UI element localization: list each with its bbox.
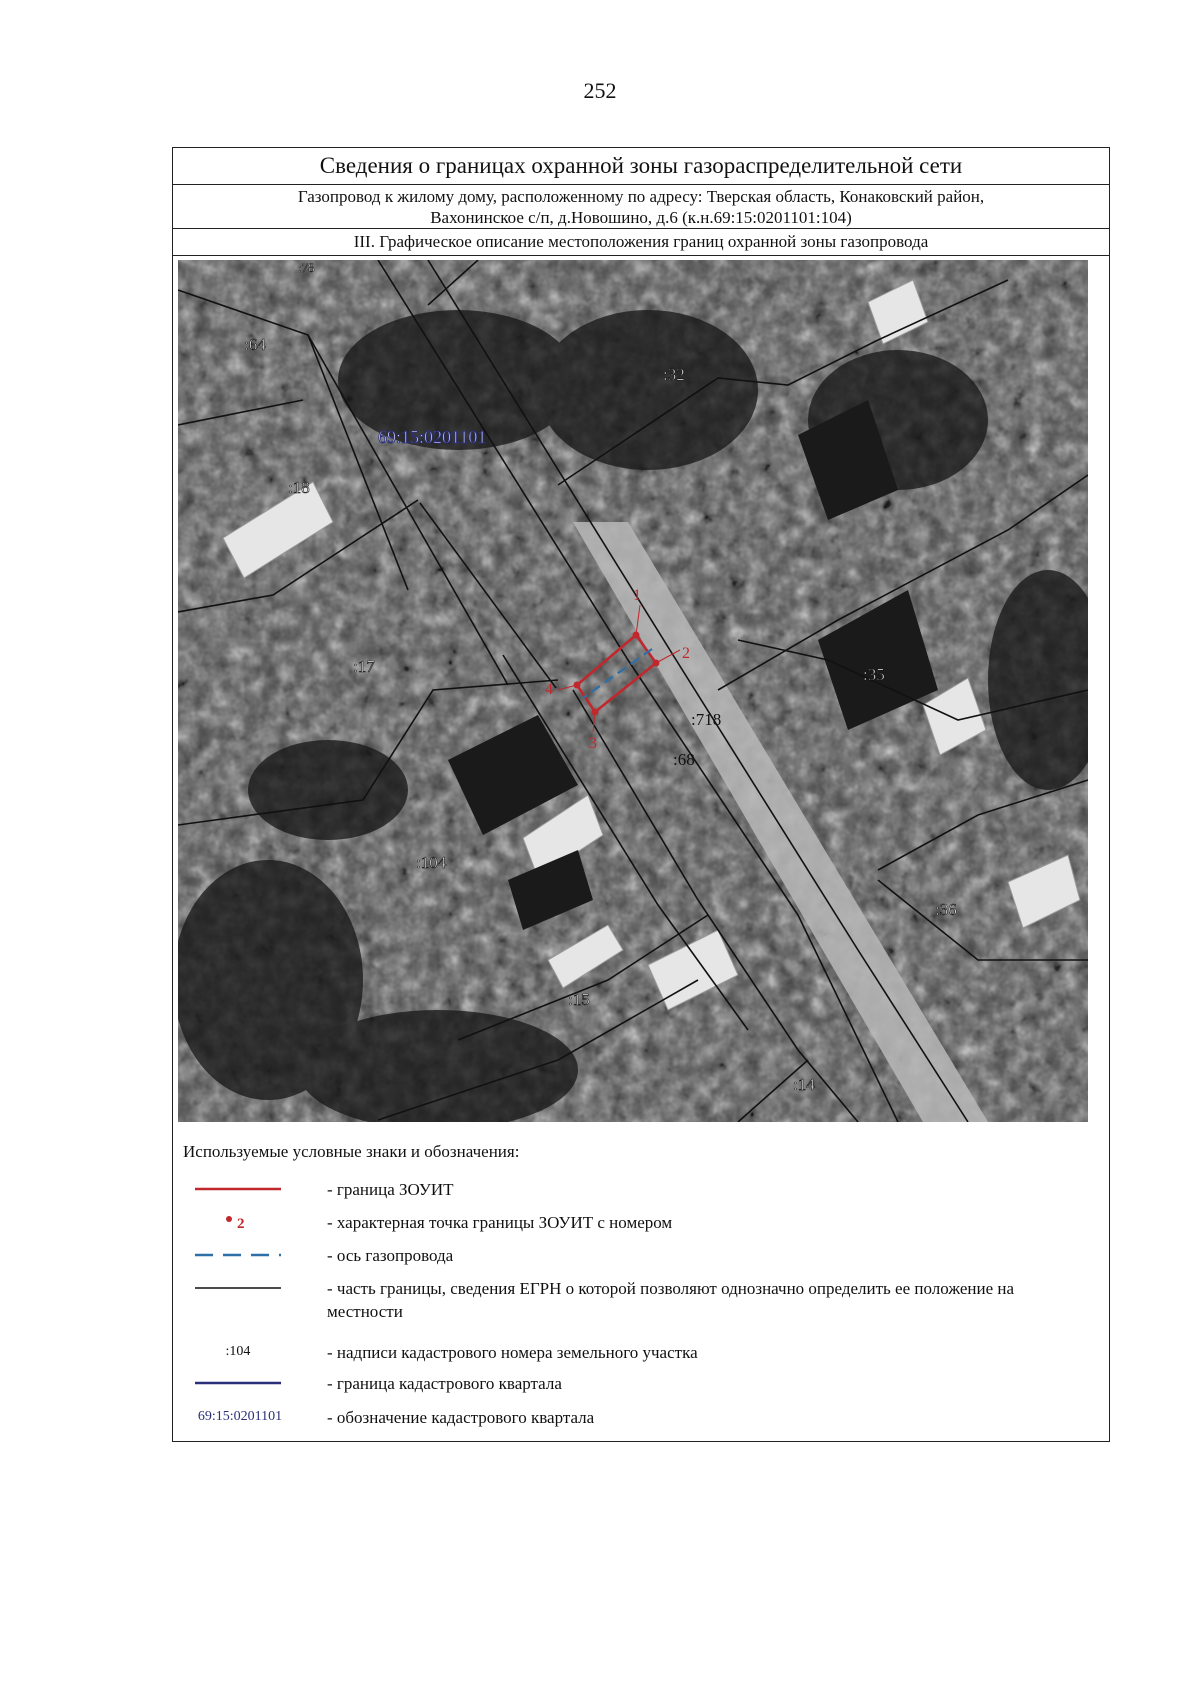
legend-title: Используемые условные знаки и обозначения: bbox=[183, 1142, 520, 1161]
legend-text: - граница кадастрового квартала bbox=[327, 1374, 562, 1393]
legend-text: - граница ЗОУИТ bbox=[327, 1180, 454, 1199]
point-label-2: 2 bbox=[682, 645, 690, 662]
document-subtitle bbox=[173, 184, 1109, 229]
parcel-label-14: :14 bbox=[793, 1075, 815, 1094]
subtitle-line-2: Вахонинское с/п, д.Новошино, д.6 (к.н.69:15:0201101:104) bbox=[430, 208, 852, 227]
map-canvas bbox=[178, 260, 1088, 1122]
quarter-label: 69:15:0201101 bbox=[378, 427, 487, 447]
parcel-label-104: :104 bbox=[416, 853, 447, 872]
parcel-label-18: :18 bbox=[288, 478, 310, 497]
legend-text: - обозначение кадастрового квартала bbox=[327, 1408, 595, 1427]
parcel-label-35: :35 bbox=[863, 665, 885, 684]
parcel-label-718: :718 bbox=[691, 710, 722, 729]
legend-text: - ось газопровода bbox=[327, 1246, 454, 1265]
document-title: Сведения о границах охранной зоны газораспределительной сети bbox=[173, 148, 1109, 185]
parcel-label-78: :78 bbox=[298, 260, 315, 275]
red-line-symbol bbox=[193, 1178, 283, 1200]
cadastral-map[interactable] bbox=[178, 260, 1088, 1122]
legend-text: - часть границы, сведения ЕГРН о которой позволяют однозначно определить ее положение на местности bbox=[327, 1279, 1015, 1321]
parcel-label-15: :15 bbox=[568, 990, 590, 1009]
point-label-3: 3 bbox=[589, 735, 597, 752]
point-label-1: 1 bbox=[633, 587, 641, 604]
blue-dash-symbol bbox=[193, 1244, 283, 1266]
subtitle-line-1: Газопровод к жилому дому, расположенному по адресу: Тверская область, Конаковский район, bbox=[297, 187, 985, 206]
page-number: 252 bbox=[583, 78, 617, 103]
parcel-label-36: :36 bbox=[935, 900, 957, 919]
parcel-label-64: :64 bbox=[244, 335, 266, 354]
point-label-4: 4 bbox=[545, 681, 553, 698]
red-point-number: 2 bbox=[237, 1216, 245, 1232]
section-heading: III. Графическое описание местоположения границ охранной зоны газопровода bbox=[173, 229, 1109, 256]
black-line-symbol bbox=[193, 1277, 283, 1299]
parcel-label-68: :68 bbox=[673, 750, 695, 769]
navy-line-symbol bbox=[193, 1372, 283, 1394]
red-point-symbol bbox=[193, 1211, 283, 1233]
legend-text: - надписи кадастрового номера земельного участка bbox=[327, 1343, 698, 1362]
parcel-label-32: :32 bbox=[663, 365, 685, 384]
parcel-label-17: :17 bbox=[353, 657, 375, 676]
document-frame bbox=[172, 147, 1110, 1442]
legend-text: - характерная точка границы ЗОУИТ с номером bbox=[327, 1213, 673, 1232]
quarter-label-symbol: 69:15:0201101 bbox=[197, 1409, 283, 1424]
parcel-label-symbol: :104 bbox=[225, 1344, 251, 1359]
